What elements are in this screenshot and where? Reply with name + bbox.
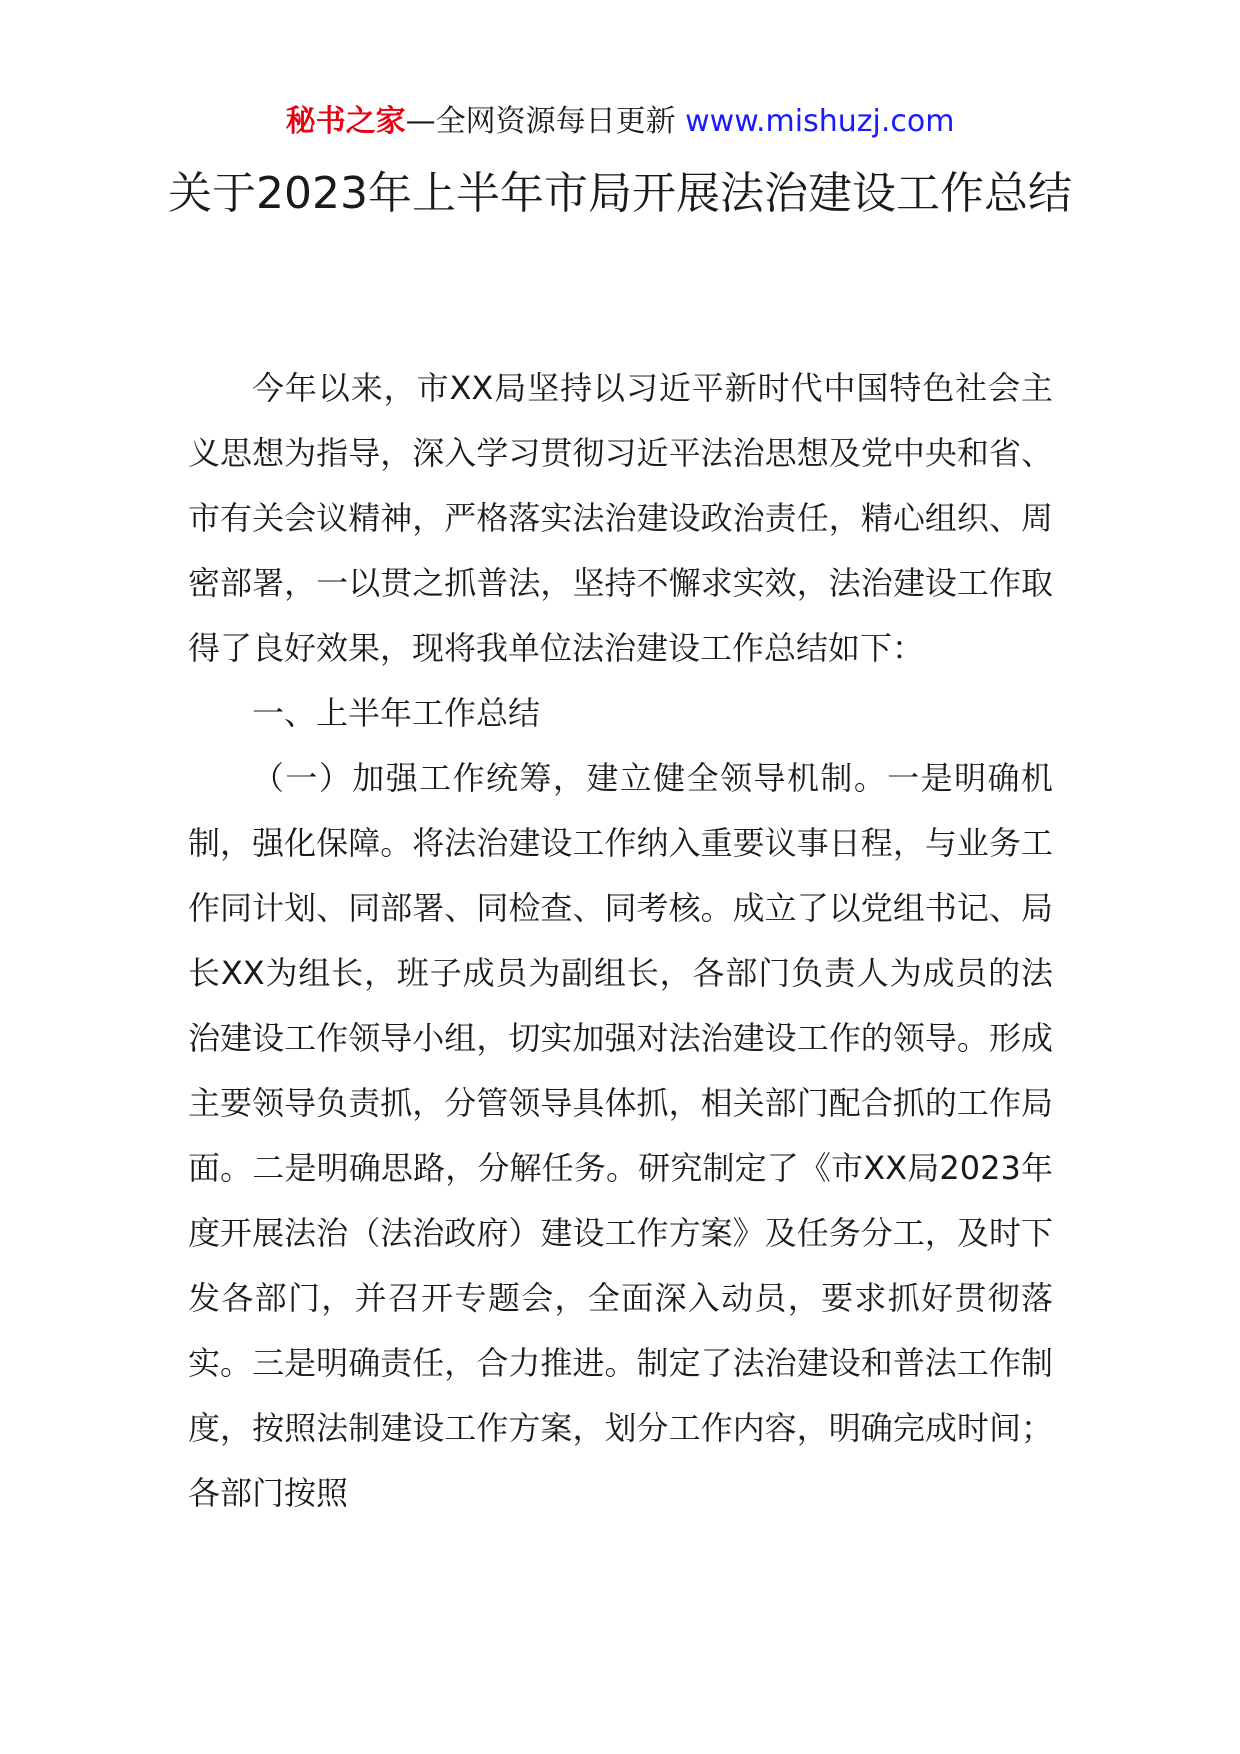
section-heading: 一、上半年工作总结 [252,694,541,732]
paragraph-section-1: （一）加强工作统筹，建立健全领导机制。一是明确机制，强化保障。将法治建设工作纳入重要议事日程，与业务工作同计划、同部署、同检查、同考核。成立了以党组书记、局长XX为组长，班子成员为副组长，各部门负责人为成员的法治建设工作领导小组，切实加强对法治建设工作的领导。形成主要领导负责抓，分管领导具体抓，相关部门配合抓的工作局面。二是明确思路，分解任务。研究制定了《市XX局2023年度开展法治（法治政府）建设工作方案》及任务分工，及时下发各部门，并召开专题会，全面深入动员，要求抓好贯彻落实。三是明确责任，合力推进。制定了法治建设和普法工作制度，按照法制建设工作方案，划分工作内容，明确完成时间；各部门按照 [188,759,1053,1512]
document-body [188,356,1053,1526]
document-title: 关于2023年上半年市局开展法治建设工作总结 [168,168,1072,219]
site-link[interactable]: www.mishuzj.com [685,104,955,139]
brand-name: 秘书之家 [285,104,406,139]
paragraph-intro: 今年以来，市XX局坚持以习近平新时代中国特色社会主义思想为指导，深入学习贯彻习近平法治思想及党中央和省、市有关会议精神，严格落实法治建设政治责任，精心组织、周密部署，一以贯之抓普法，坚持不懈求实效，法治建设工作取得了良好效果，现将我单位法治建设工作总结如下： [188,369,1053,667]
site-banner [0,102,1240,142]
banner-tagline: —全网资源每日更新 [405,104,686,139]
